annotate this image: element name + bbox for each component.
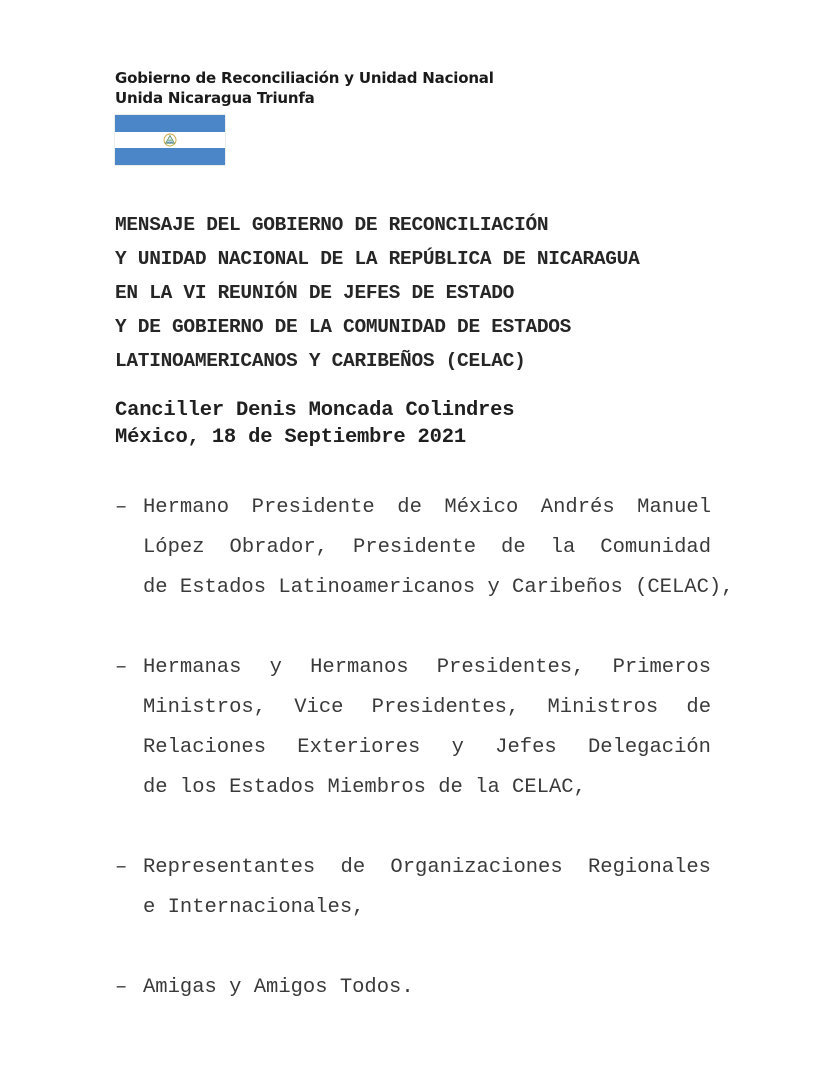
greetings-list	[115, 488, 734, 1048]
greeting-item	[115, 488, 734, 608]
title-line: MENSAJE DEL GOBIERNO DE RECONCILIACIÓN	[115, 214, 549, 236]
bullet-dash: –	[115, 976, 128, 999]
organization-slogan: Unida Nicaragua Triunfa	[115, 89, 315, 107]
greeting-line: Relaciones Exteriores y Jefes Delegación	[143, 736, 711, 759]
title-line: Y UNIDAD NACIONAL DE LA REPÚBLICA DE NICARAGUA	[115, 248, 640, 270]
greeting-line: de los Estados Miembros de la CELAC,	[143, 776, 586, 799]
nicaragua-flag-icon	[115, 115, 225, 165]
greeting-line: Amigas y Amigos Todos.	[143, 976, 414, 999]
flag-top-band	[115, 115, 225, 132]
bullet-dash: –	[115, 656, 128, 679]
bullet-dash: –	[115, 496, 128, 519]
author-name: Canciller Denis Moncada Colindres	[115, 399, 515, 422]
title-line: Y DE GOBIERNO DE LA COMUNIDAD DE ESTADOS	[115, 316, 572, 338]
bullet-dash: –	[115, 856, 128, 879]
greeting-line: López Obrador, Presidente de la Comunidad	[143, 536, 711, 559]
message-title	[115, 208, 640, 378]
coat-of-arms-icon	[162, 133, 178, 147]
title-line: EN LA VI REUNIÓN DE JEFES DE ESTADO	[115, 282, 515, 304]
greeting-line: Representantes de Organizaciones Regionales	[143, 856, 711, 879]
place-date: México, 18 de Septiembre 2021	[115, 426, 466, 449]
author-block	[115, 397, 514, 451]
title-line: LATINOAMERICANOS Y CARIBEÑOS (CELAC)	[115, 350, 526, 372]
flag-bottom-band	[115, 148, 225, 165]
greeting-line: e Internacionales,	[143, 896, 365, 919]
organization-name: Gobierno de Reconciliación y Unidad Nacional	[115, 69, 494, 87]
greeting-item	[115, 848, 715, 928]
greeting-line: Hermanas y Hermanos Presidentes, Primeros	[143, 656, 711, 679]
organization-header	[115, 68, 494, 108]
greeting-line: Ministros, Vice Presidentes, Ministros de	[143, 696, 711, 719]
greeting-item	[115, 968, 715, 1008]
greeting-line: de Estados Latinoamericanos y Caribeños (CELAC),	[143, 576, 734, 599]
greeting-line: Hermano Presidente de México Andrés Manuel	[143, 496, 711, 519]
flag-middle-band	[115, 132, 225, 149]
greeting-item	[115, 648, 715, 808]
